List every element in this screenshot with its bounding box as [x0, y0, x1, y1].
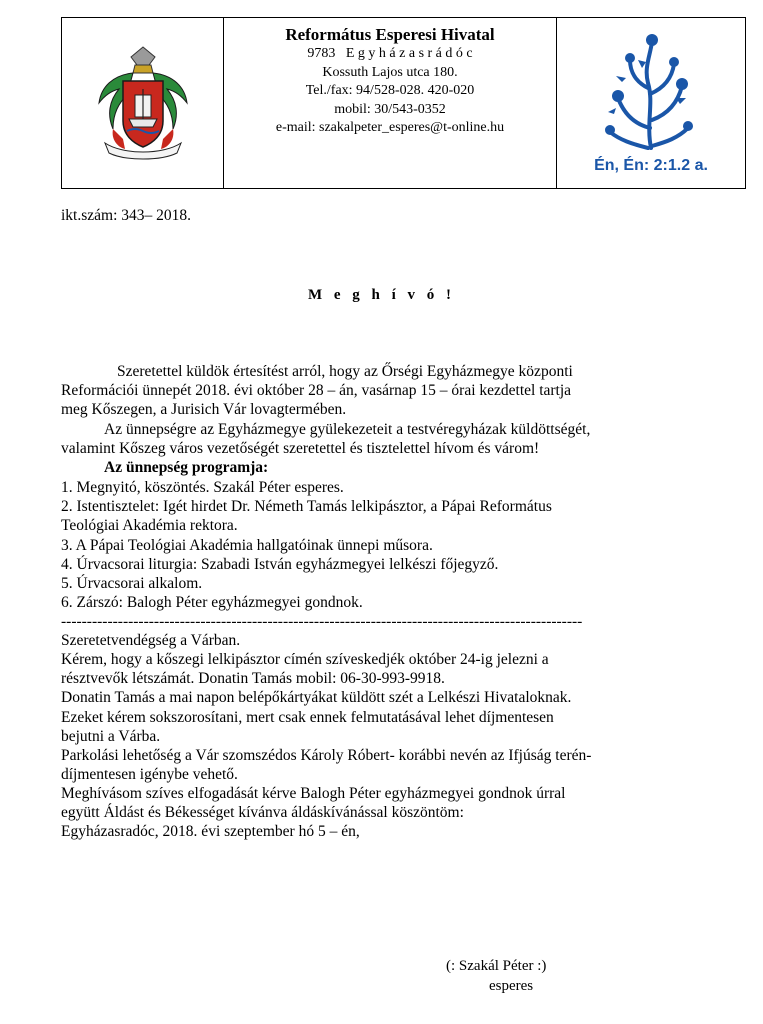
program-item: 1. Megnyitó, köszöntés. Szakál Péter esperes. — [61, 479, 344, 496]
reference-number: ikt.szám: 343– 2018. — [61, 207, 192, 224]
paragraph-1-line-2: Reformációi ünnepét 2018. évi október 28 – án, vasárnap 15 – órai kezdettel tartja — [61, 382, 572, 399]
mobile-number: mobil: 30/543-0352 — [334, 101, 446, 117]
page-title: M e g h í v ó ! — [307, 287, 456, 303]
address-town-line — [224, 45, 556, 64]
postal-code: 9783 — [307, 46, 336, 61]
program-item: Teológiai Akadémia rektora. — [61, 517, 238, 534]
paragraph-2-line-2: valamint Kőszeg város vezetőségét szeretettel és tisztelettel hívom és várom! — [61, 440, 540, 457]
program-item: 6. Zárszó: Balogh Péter egyházmegyei gondnok. — [61, 594, 363, 611]
body-line: Parkolási lehetőség a Vár szomszédos Károly Róbert- korábbi nevén az Ifjúság terén- — [61, 747, 592, 764]
office-name: Református Esperesi Hivatal — [285, 25, 495, 44]
paragraph-1-line-1: Szeretettel küldök értesítést arról, hogy az Őrségi Egyházmegye központi — [117, 363, 573, 380]
signature-name: (: Szakál Péter :) — [446, 958, 547, 974]
vine-emblem-icon — [586, 28, 716, 178]
program-heading: Az ünnepség programja: — [104, 459, 269, 476]
letterhead — [61, 17, 746, 189]
phone-fax: Tel./fax: 94/528-028. 420-020 — [305, 83, 475, 98]
program-item: 3. A Pápai Teológiai Akadémia hallgatóinak ünnepi műsora. — [61, 537, 433, 554]
email-address[interactable]: e-mail: szakalpeter_esperes@t-online.hu — [275, 120, 505, 135]
street-address: Kossuth Lajos utca 180. — [322, 64, 458, 80]
letterhead-contact — [224, 18, 557, 188]
dashed-divider: ----------------------------------------------------------------------------------------------------- — [61, 613, 583, 630]
town-name: E g y h á z a s r á d ó c — [345, 46, 473, 61]
body-line: résztvevők létszámát. Donatin Tamás mobil: 06-30-993-9918. — [61, 670, 445, 687]
signature-role: esperes — [489, 978, 534, 994]
body-line: Ezeket kérem sokszorosítani, mert csak ennek felmutatásával lehet díjmentesen — [61, 709, 554, 726]
coat-of-arms-icon — [83, 43, 203, 163]
program-item: 4. Úrvacsorai liturgia: Szabadi István egyházmegyei lelkészi főjegyző. — [61, 556, 499, 573]
program-item: 5. Úrvacsorai alkalom. — [61, 575, 203, 592]
body-line: Kérem, hogy a kőszegi lelkipásztor címén szíveskedjék október 24-ig jelezni a — [61, 651, 549, 668]
paragraph-1-line-3: meg Kőszegen, a Jurisich Vár lovagtermében. — [61, 401, 347, 418]
emblem-cell — [557, 18, 745, 188]
coat-of-arms-cell — [62, 18, 224, 188]
body-line: Szeretetvendégség a Várban. — [61, 632, 241, 649]
body-line: díjmentesen igénybe vehető. — [61, 766, 238, 783]
paragraph-2-line-1: Az ünnepségre az Egyházmegye gyülekezeteit a testvéregyházak küldöttségét, — [104, 421, 591, 438]
body-line: bejutni a Várba. — [61, 728, 161, 745]
body-line: Meghívásom szíves elfogadását kérve Balogh Péter egyházmegyei gondnok úrral — [61, 785, 566, 802]
emblem-caption: Én, Én: 2:1.2 a. — [594, 157, 708, 174]
date-line: Egyházasradóc, 2018. évi szeptember hó 5 – én, — [61, 823, 360, 840]
body-line: Donatin Tamás a mai napon belépőkártyákat küldött szét a Lelkészi Hivataloknak. — [61, 689, 572, 706]
program-item: 2. Istentisztelet: Igét hirdet Dr. Németh Tamás lelkipásztor, a Pápai Református — [61, 498, 552, 515]
body-line: együtt Áldást és Békességet kívánva áldáskívánással köszöntöm: — [61, 804, 464, 821]
